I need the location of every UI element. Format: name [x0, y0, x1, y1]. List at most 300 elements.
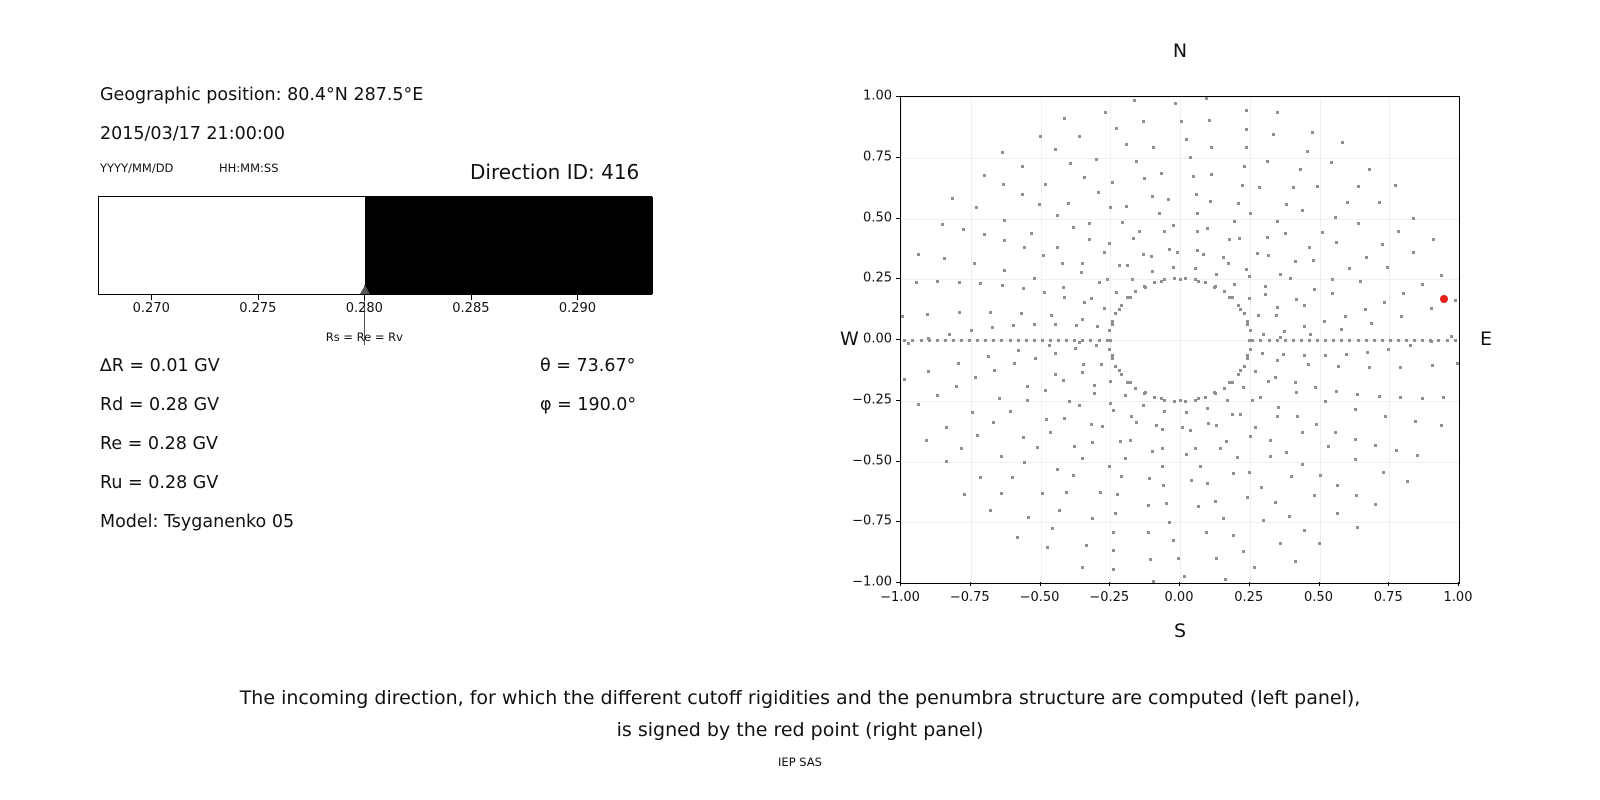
direction-point — [1261, 352, 1264, 355]
direction-point — [1049, 339, 1052, 342]
direction-point — [1416, 454, 1419, 457]
direction-point — [903, 339, 906, 342]
penumbra-tick-label: 0.270 — [132, 301, 170, 316]
direction-point — [1095, 158, 1098, 161]
direction-point — [1172, 266, 1175, 269]
y-axis-tick — [896, 461, 900, 462]
direction-point — [1318, 542, 1321, 545]
direction-point — [1022, 287, 1025, 290]
direction-point — [1153, 396, 1156, 399]
y-axis-tick-label: 1.00 — [863, 88, 892, 104]
direction-point — [1340, 339, 1343, 342]
direction-point — [1072, 226, 1075, 229]
direction-point — [1214, 500, 1217, 503]
y-axis-tick — [896, 278, 900, 279]
direction-point — [1257, 314, 1260, 317]
direction-point — [1259, 396, 1262, 399]
direction-point — [976, 339, 979, 342]
direction-point — [1181, 426, 1184, 429]
direction-point — [958, 281, 961, 284]
direction-point — [1215, 424, 1218, 427]
direction-point — [1262, 333, 1265, 336]
y-axis-tick-label: −1.00 — [852, 574, 892, 590]
direction-point — [1279, 336, 1282, 339]
direction-point — [1125, 205, 1128, 208]
direction-point — [1151, 195, 1154, 198]
param-ru: Ru = 0.28 GV — [100, 473, 219, 493]
y-axis-tick-label: 0.25 — [863, 270, 892, 286]
direction-point — [1249, 329, 1252, 332]
direction-point — [1299, 168, 1302, 171]
direction-point — [1078, 135, 1081, 138]
direction-point — [1248, 297, 1251, 300]
direction-point — [1098, 281, 1101, 284]
direction-point — [1089, 339, 1092, 342]
direction-point — [948, 333, 951, 336]
direction-point — [1108, 348, 1111, 351]
direction-point — [1285, 203, 1288, 206]
direction-point — [1168, 248, 1171, 251]
direction-point — [1003, 219, 1006, 222]
direction-point — [968, 339, 971, 342]
direction-point — [1260, 486, 1263, 489]
x-axis-tick — [1109, 582, 1110, 586]
direction-point — [1399, 396, 1402, 399]
direction-point — [1382, 471, 1385, 474]
direction-point — [911, 339, 914, 342]
direction-point — [1307, 363, 1310, 366]
direction-point — [1002, 183, 1005, 186]
direction-point — [1276, 415, 1279, 418]
x-axis-tick-label: 0.50 — [1304, 590, 1333, 605]
direction-point — [952, 339, 955, 342]
direction-point — [1301, 209, 1304, 212]
direction-point — [979, 282, 982, 285]
direction-point — [1063, 117, 1066, 120]
y-axis-tick — [896, 157, 900, 158]
direction-point — [1017, 339, 1020, 342]
direction-point — [1276, 220, 1279, 223]
direction-point — [1125, 143, 1128, 146]
direction-point — [1065, 339, 1068, 342]
direction-point — [1243, 365, 1246, 368]
y-axis-tick-label: 0.75 — [863, 149, 892, 165]
direction-point — [1245, 109, 1248, 112]
direction-point — [1129, 439, 1132, 442]
direction-point — [1118, 308, 1121, 311]
direction-point — [1162, 484, 1165, 487]
datetime-text: 2015/03/17 21:00:00 — [100, 124, 286, 144]
direction-point — [1158, 212, 1161, 215]
direction-point — [1400, 315, 1403, 318]
direction-point — [1041, 339, 1044, 342]
direction-point — [1130, 415, 1133, 418]
direction-point — [1073, 445, 1076, 448]
direction-point — [1163, 399, 1166, 402]
direction-point — [1148, 477, 1151, 480]
direction-point — [1101, 425, 1104, 428]
direction-point — [1167, 198, 1170, 201]
direction-point — [1023, 246, 1026, 249]
direction-point — [1450, 335, 1453, 338]
x-axis-tick — [1388, 582, 1389, 586]
direction-point — [1126, 296, 1129, 299]
direction-point — [917, 403, 920, 406]
direction-point — [1021, 165, 1024, 168]
direction-point — [1090, 423, 1093, 426]
direction-point — [1081, 318, 1084, 321]
penumbra-strip-plot — [98, 196, 652, 295]
direction-point — [1336, 484, 1339, 487]
direction-point — [1072, 474, 1075, 477]
direction-point — [1355, 494, 1358, 497]
grid-line-horizontal — [901, 97, 1459, 98]
direction-point — [1034, 357, 1037, 360]
direction-point — [1357, 339, 1360, 342]
direction-point — [1294, 560, 1297, 563]
direction-point — [1172, 539, 1175, 542]
direction-point — [1454, 339, 1457, 342]
direction-point — [1228, 238, 1231, 241]
direction-point — [1394, 184, 1397, 187]
direction-point — [1295, 298, 1298, 301]
direction-point — [1215, 557, 1218, 560]
direction-point — [1387, 348, 1390, 351]
direction-point — [1091, 441, 1094, 444]
direction-point — [1151, 270, 1154, 273]
direction-point — [936, 280, 939, 283]
direction-point — [1206, 407, 1209, 410]
direction-point — [963, 493, 966, 496]
direction-point — [1056, 246, 1059, 249]
direction-point — [1050, 314, 1053, 317]
direction-point — [1151, 450, 1154, 453]
direction-point — [1112, 409, 1115, 412]
direction-point — [1045, 418, 1048, 421]
x-axis-tick — [1319, 582, 1320, 586]
penumbra-tick — [364, 295, 365, 300]
direction-point — [901, 315, 904, 318]
direction-point — [1196, 249, 1199, 252]
direction-point — [1337, 365, 1340, 368]
direction-point — [1231, 413, 1234, 416]
direction-point — [1258, 186, 1261, 189]
direction-point — [955, 385, 958, 388]
direction-point — [1093, 384, 1096, 387]
figure-caption — [0, 682, 1600, 746]
direction-point — [1196, 230, 1199, 233]
direction-point — [1335, 241, 1338, 244]
y-axis-tick-label: 0.50 — [863, 210, 892, 225]
direction-point — [1023, 461, 1026, 464]
x-axis-tick — [1249, 582, 1250, 586]
direction-point — [1180, 120, 1183, 123]
direction-point — [1389, 339, 1392, 342]
grid-line-horizontal — [901, 583, 1459, 584]
direction-point — [1069, 162, 1072, 165]
direction-point — [1357, 185, 1360, 188]
param-phi: φ = 190.0° — [540, 395, 637, 415]
direction-point — [1088, 238, 1091, 241]
direction-point — [1109, 402, 1112, 405]
direction-point — [1243, 312, 1246, 315]
direction-point — [1027, 516, 1030, 519]
grid-line-horizontal — [901, 522, 1459, 523]
direction-point — [1223, 387, 1226, 390]
direction-point — [1223, 290, 1226, 293]
direction-point — [1357, 222, 1360, 225]
direction-point — [1033, 323, 1036, 326]
direction-point — [1210, 146, 1213, 149]
direction-point — [1324, 354, 1327, 357]
direction-point — [1205, 531, 1208, 534]
direction-point — [1303, 529, 1306, 532]
direction-point — [1111, 357, 1114, 360]
x-axis-tick-label: −1.00 — [880, 590, 920, 605]
y-axis-tick — [896, 96, 900, 97]
direction-point — [1051, 527, 1054, 530]
direction-point — [1003, 269, 1006, 272]
direction-point — [1324, 400, 1327, 403]
direction-point — [1323, 320, 1326, 323]
direction-point — [1044, 183, 1047, 186]
direction-point — [1306, 150, 1309, 153]
direction-point — [1112, 549, 1115, 552]
x-axis-tick-label: −0.50 — [1019, 590, 1060, 605]
direction-point — [951, 197, 954, 200]
direction-point — [1163, 410, 1166, 413]
direction-point — [1126, 264, 1129, 267]
left-panel — [0, 0, 800, 660]
direction-point — [1109, 206, 1112, 209]
direction-point — [1266, 236, 1269, 239]
direction-point — [973, 262, 976, 265]
direction-point — [1048, 344, 1051, 347]
direction-point — [1239, 369, 1242, 372]
direction-point — [1185, 411, 1188, 414]
direction-point — [1274, 501, 1277, 504]
direction-point — [1284, 232, 1287, 235]
direction-point — [1308, 339, 1311, 342]
direction-point — [1364, 308, 1367, 311]
direction-point — [1184, 400, 1187, 403]
direction-point — [960, 447, 963, 450]
direction-point — [1093, 392, 1096, 395]
direction-point — [957, 362, 960, 365]
direction-point — [1267, 254, 1270, 257]
direction-point — [1327, 445, 1330, 448]
direction-point — [1065, 491, 1068, 494]
direction-point — [1204, 281, 1207, 284]
direction-point — [1179, 399, 1182, 402]
x-axis-tick — [1040, 582, 1041, 586]
penumbra-tick — [151, 295, 152, 300]
direction-point — [1043, 291, 1046, 294]
x-axis-tick — [900, 582, 901, 586]
direction-point — [1294, 381, 1297, 384]
direction-point — [1442, 396, 1445, 399]
direction-point — [989, 509, 992, 512]
direction-point — [1000, 455, 1003, 458]
direction-point — [1421, 283, 1424, 286]
direction-point — [1456, 362, 1459, 365]
direction-point — [1238, 237, 1241, 240]
direction-point — [1011, 476, 1014, 479]
direction-point — [1242, 386, 1245, 389]
direction-point — [1091, 517, 1094, 520]
direction-point — [1301, 463, 1304, 466]
direction-point — [1061, 262, 1064, 265]
direction-point — [1292, 186, 1295, 189]
direction-point — [1312, 259, 1315, 262]
direction-point — [1017, 349, 1020, 352]
penumbra-forbidden-band — [365, 197, 653, 294]
direction-point — [1384, 415, 1387, 418]
direction-point — [1210, 173, 1213, 176]
direction-point — [1120, 475, 1123, 478]
direction-point — [1099, 491, 1102, 494]
direction-point — [1295, 391, 1298, 394]
direction-point — [989, 311, 992, 314]
direction-point — [1147, 531, 1150, 534]
direction-point — [1354, 458, 1357, 461]
direction-point — [1120, 304, 1123, 307]
direction-point — [1321, 231, 1324, 234]
direction-point — [962, 228, 965, 231]
direction-point — [992, 339, 995, 342]
direction-point — [1274, 376, 1277, 379]
direction-point — [1366, 351, 1369, 354]
direction-point — [1308, 246, 1311, 249]
direction-point — [1303, 304, 1306, 307]
direction-point — [1373, 339, 1376, 342]
direction-point — [1150, 255, 1153, 258]
direction-point — [1383, 301, 1386, 304]
direction-point — [1114, 512, 1117, 515]
direction-point — [1381, 339, 1384, 342]
direction-point — [998, 397, 1001, 400]
direction-point — [1056, 214, 1059, 217]
direction-point — [1147, 504, 1150, 507]
right-panel — [820, 40, 1580, 660]
direction-point — [1249, 435, 1252, 438]
direction-point — [1025, 339, 1028, 342]
direction-point — [1142, 120, 1145, 123]
direction-point — [1106, 339, 1109, 342]
direction-point — [941, 223, 944, 226]
direction-point — [1283, 330, 1286, 333]
x-axis-tick — [970, 582, 971, 586]
selected-direction-point[interactable] — [1440, 295, 1448, 303]
direction-point — [1346, 201, 1349, 204]
direction-point — [1276, 359, 1279, 362]
direction-point — [1237, 304, 1240, 307]
direction-point — [1421, 397, 1424, 400]
direction-point — [1081, 566, 1084, 569]
direction-point — [1149, 558, 1152, 561]
direction-point — [1301, 431, 1304, 434]
direction-point — [945, 460, 948, 463]
direction-point — [1115, 291, 1118, 294]
direction-point — [992, 421, 995, 424]
direction-point — [1269, 439, 1272, 442]
y-axis-tick-label: −0.75 — [852, 513, 892, 529]
direction-point — [1285, 451, 1288, 454]
direction-point — [1009, 410, 1012, 413]
rs-marker-arrow-icon — [360, 285, 370, 294]
direction-point — [1033, 277, 1036, 280]
direction-point — [1161, 465, 1164, 468]
direction-point — [1114, 365, 1117, 368]
direction-point — [1097, 191, 1100, 194]
penumbra-tick — [258, 295, 259, 300]
direction-point — [1143, 392, 1146, 395]
direction-point — [1233, 220, 1236, 223]
direction-point — [1303, 354, 1306, 357]
direction-point — [1248, 275, 1251, 278]
direction-point — [1231, 381, 1234, 384]
direction-point — [1206, 227, 1209, 230]
direction-point — [1133, 99, 1136, 102]
direction-point — [983, 174, 986, 177]
direction-point — [1044, 389, 1047, 392]
direction-point — [984, 339, 987, 342]
direction-point — [1078, 404, 1081, 407]
direction-point — [1251, 339, 1254, 342]
direction-point — [1195, 193, 1198, 196]
direction-point — [1009, 339, 1012, 342]
direction-point — [1174, 102, 1177, 105]
direction-point — [936, 339, 939, 342]
caption-line-2: is signed by the red point (right panel) — [616, 719, 984, 741]
penumbra-tick — [471, 295, 472, 300]
direction-point — [1106, 278, 1109, 281]
direction-point — [1000, 492, 1003, 495]
direction-point — [1214, 285, 1217, 288]
direction-point — [925, 439, 928, 442]
direction-point — [907, 342, 910, 345]
direction-point — [1431, 364, 1434, 367]
direction-point — [1033, 339, 1036, 342]
direction-point — [1412, 217, 1415, 220]
direction-point — [1204, 396, 1207, 399]
direction-point — [1276, 111, 1279, 114]
direction-point — [1095, 344, 1098, 347]
direction-point — [1074, 347, 1077, 350]
direction-point — [1085, 544, 1088, 547]
direction-point — [1324, 339, 1327, 342]
direction-point — [1276, 339, 1279, 342]
geographic-position-text: Geographic position: 80.4°N 287.5°E — [100, 85, 424, 105]
direction-point — [1354, 438, 1357, 441]
direction-point — [1264, 293, 1267, 296]
penumbra-tick-label: 0.290 — [558, 301, 597, 316]
direction-point — [1354, 408, 1357, 411]
direction-point — [1192, 175, 1195, 178]
direction-point — [1241, 184, 1244, 187]
direction-point — [1303, 325, 1306, 328]
sky-map-plot-area — [900, 96, 1460, 584]
direction-point — [1132, 237, 1135, 240]
direction-point — [1057, 339, 1060, 342]
direction-id-label: Direction ID: 416 — [470, 160, 640, 184]
direction-point — [1249, 348, 1252, 351]
direction-point — [1152, 146, 1155, 149]
date-format-hint: YYYY/MM/DD — [100, 161, 174, 175]
direction-point — [1103, 307, 1106, 310]
direction-point — [1341, 141, 1344, 144]
direction-point — [970, 329, 973, 332]
